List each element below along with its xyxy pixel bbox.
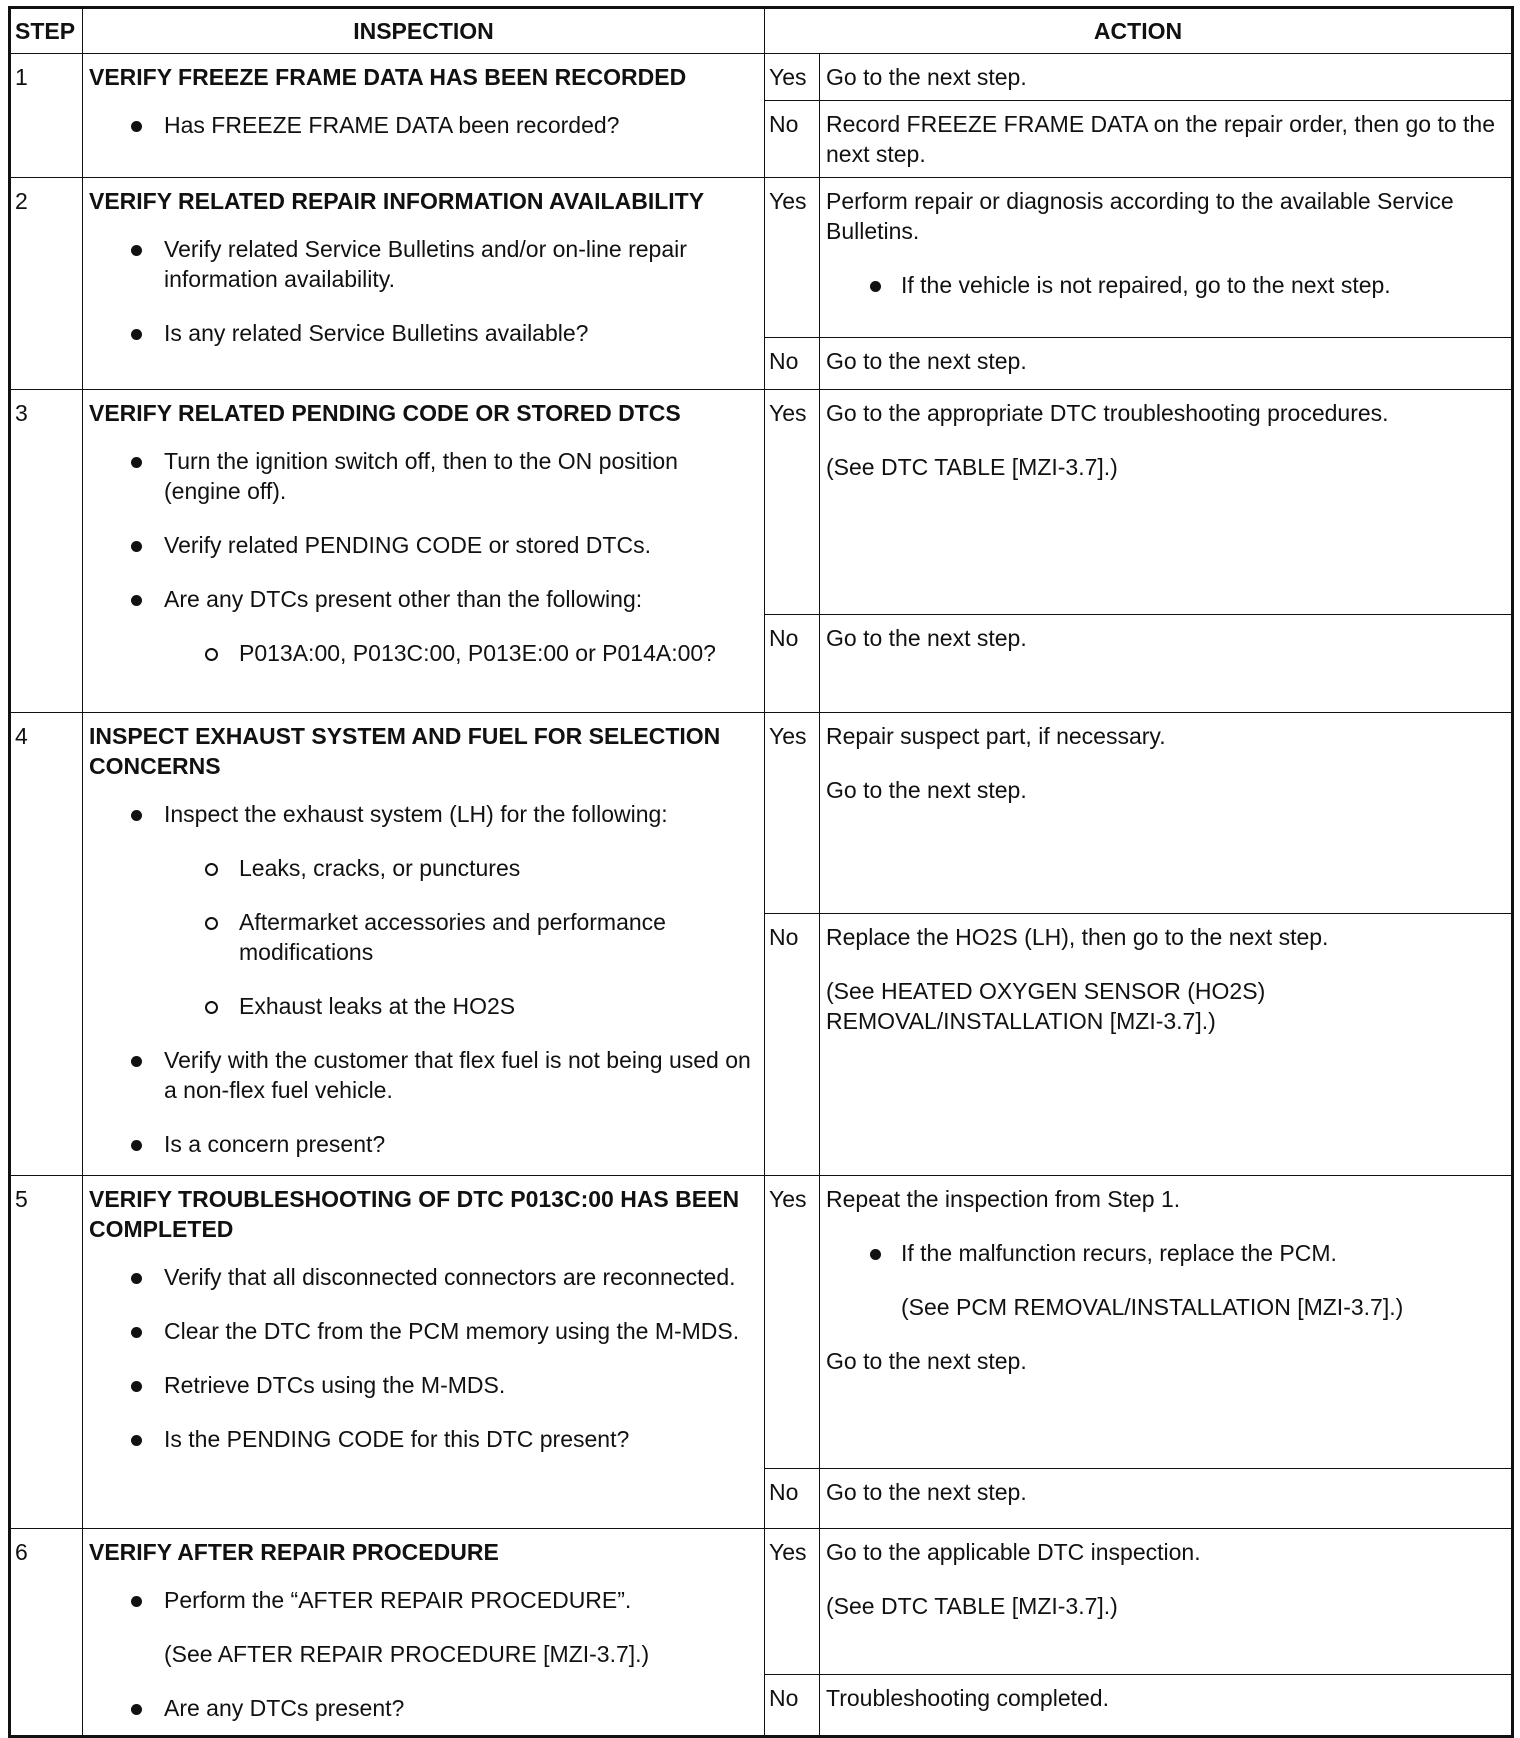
troubleshooting-table — [8, 6, 1514, 1738]
yes-label: Yes — [765, 1176, 820, 1469]
step-number: 1 — [10, 54, 83, 178]
action-bullet: If the malfunction recurs, replace the PCM. — [826, 1238, 1505, 1268]
step-3-yes-row — [10, 390, 1513, 615]
inspection-header: INSPECTION — [83, 8, 765, 54]
step-1-yes-row — [10, 54, 1513, 101]
step-number: 6 — [10, 1529, 83, 1737]
header-row — [10, 8, 1513, 54]
step-title: VERIFY RELATED PENDING CODE OR STORED DTCS — [89, 400, 681, 426]
step-number: 2 — [10, 178, 83, 390]
yes-action: Perform repair or diagnosis according to the available Service Bulletins. — [826, 188, 1454, 244]
inspection-reference: (See AFTER REPAIR PROCEDURE [MZI-3.7].) — [164, 1641, 650, 1667]
yes-action-cell — [820, 1529, 1513, 1675]
inspection-subitem: Aftermarket accessories and performance modifications — [89, 907, 758, 967]
inspection-item: Are any DTCs present other than the following: — [89, 584, 758, 614]
step-inspection — [83, 713, 765, 1176]
inspection-item: Inspect the exhaust system (LH) for the following: — [89, 799, 758, 829]
step-2-yes-row — [10, 178, 1513, 338]
yes-action-cell — [820, 713, 1513, 914]
step-number: 3 — [10, 390, 83, 713]
inspection-item: Are any DTCs present? — [89, 1693, 758, 1723]
yes-action-cell — [820, 1176, 1513, 1469]
step-inspection — [83, 1176, 765, 1529]
no-label: No — [765, 914, 820, 1176]
yes-label: Yes — [765, 390, 820, 615]
yes-reference: (See PCM REMOVAL/INSTALLATION [MZI-3.7].) — [901, 1294, 1404, 1320]
yes-action-cell — [820, 178, 1513, 338]
step-title: VERIFY FREEZE FRAME DATA HAS BEEN RECORDED — [89, 64, 687, 90]
step-inspection — [83, 178, 765, 390]
inspection-item: Is the PENDING CODE for this DTC present? — [89, 1424, 758, 1454]
step-6-yes-row — [10, 1529, 1513, 1675]
step-title: INSPECT EXHAUST SYSTEM AND FUEL FOR SELECTION CONCERNS — [89, 723, 721, 779]
yes-label: Yes — [765, 713, 820, 914]
no-action: Go to the next step. — [820, 338, 1513, 390]
inspection-item: Is any related Service Bulletins available? — [89, 318, 758, 348]
step-number: 4 — [10, 713, 83, 1176]
inspection-item: Has FREEZE FRAME DATA been recorded? — [89, 110, 758, 140]
inspection-item: Verify with the customer that flex fuel is not being used on a non-flex fuel vehicle. — [89, 1045, 758, 1105]
yes-label: Yes — [765, 1529, 820, 1675]
no-action-cell — [820, 914, 1513, 1176]
step-inspection — [83, 390, 765, 713]
yes-action-cell — [820, 390, 1513, 615]
yes-action: Go to the appropriate DTC troubleshooting procedures. — [826, 400, 1389, 426]
no-action: Replace the HO2S (LH), then go to the next step. — [826, 924, 1329, 950]
no-action: Record FREEZE FRAME DATA on the repair order, then go to the next step. — [820, 101, 1513, 178]
yes-next: Go to the next step. — [826, 1348, 1027, 1374]
no-label: No — [765, 1675, 820, 1737]
no-action: Go to the next step. — [820, 615, 1513, 713]
no-label: No — [765, 1469, 820, 1529]
no-label: No — [765, 615, 820, 713]
step-inspection — [83, 1529, 765, 1737]
inspection-subitem: P013A:00, P013C:00, P013E:00 or P014A:00? — [89, 638, 758, 668]
yes-label: Yes — [765, 54, 820, 101]
inspection-subitem: Leaks, cracks, or punctures — [89, 853, 758, 883]
action-header: ACTION — [765, 8, 1513, 54]
inspection-item: Perform the “AFTER REPAIR PROCEDURE”. — [89, 1585, 758, 1615]
yes-next: Go to the next step. — [826, 777, 1027, 803]
step-4-yes-row — [10, 713, 1513, 914]
inspection-item: Retrieve DTCs using the M-MDS. — [89, 1370, 758, 1400]
step-title: VERIFY AFTER REPAIR PROCEDURE — [89, 1539, 499, 1565]
no-reference: (See HEATED OXYGEN SENSOR (HO2S) REMOVAL/INSTALLATION [MZI-3.7].) — [826, 978, 1266, 1034]
no-action: Troubleshooting completed. — [820, 1675, 1513, 1737]
step-title: VERIFY RELATED REPAIR INFORMATION AVAILABILITY — [89, 188, 705, 214]
inspection-item: Clear the DTC from the PCM memory using the M-MDS. — [89, 1316, 758, 1346]
yes-action: Go to the applicable DTC inspection. — [826, 1539, 1201, 1565]
no-label: No — [765, 338, 820, 390]
step-header: STEP — [10, 8, 83, 54]
step-inspection — [83, 54, 765, 178]
inspection-subitem: Exhaust leaks at the HO2S — [89, 991, 758, 1021]
inspection-item: Verify related Service Bulletins and/or on-line repair information availability. — [89, 234, 758, 294]
step-title: VERIFY TROUBLESHOOTING OF DTC P013C:00 HAS BEEN COMPLETED — [89, 1186, 740, 1242]
inspection-item: Verify that all disconnected connectors are reconnected. — [89, 1262, 758, 1292]
yes-action: Repair suspect part, if necessary. — [826, 723, 1166, 749]
step-5-yes-row — [10, 1176, 1513, 1469]
action-bullet: If the vehicle is not repaired, go to the next step. — [826, 270, 1505, 300]
yes-label: Yes — [765, 178, 820, 338]
inspection-item: Verify related PENDING CODE or stored DTCs. — [89, 530, 758, 560]
yes-reference: (See DTC TABLE [MZI-3.7].) — [826, 454, 1118, 480]
step-number: 5 — [10, 1176, 83, 1529]
yes-action: Repeat the inspection from Step 1. — [826, 1186, 1181, 1212]
no-action: Go to the next step. — [820, 1469, 1513, 1529]
inspection-item: Turn the ignition switch off, then to the ON position (engine off). — [89, 446, 758, 506]
yes-reference: (See DTC TABLE [MZI-3.7].) — [826, 1593, 1118, 1619]
yes-action: Go to the next step. — [820, 54, 1513, 101]
no-label: No — [765, 101, 820, 178]
inspection-item: Is a concern present? — [89, 1129, 758, 1159]
